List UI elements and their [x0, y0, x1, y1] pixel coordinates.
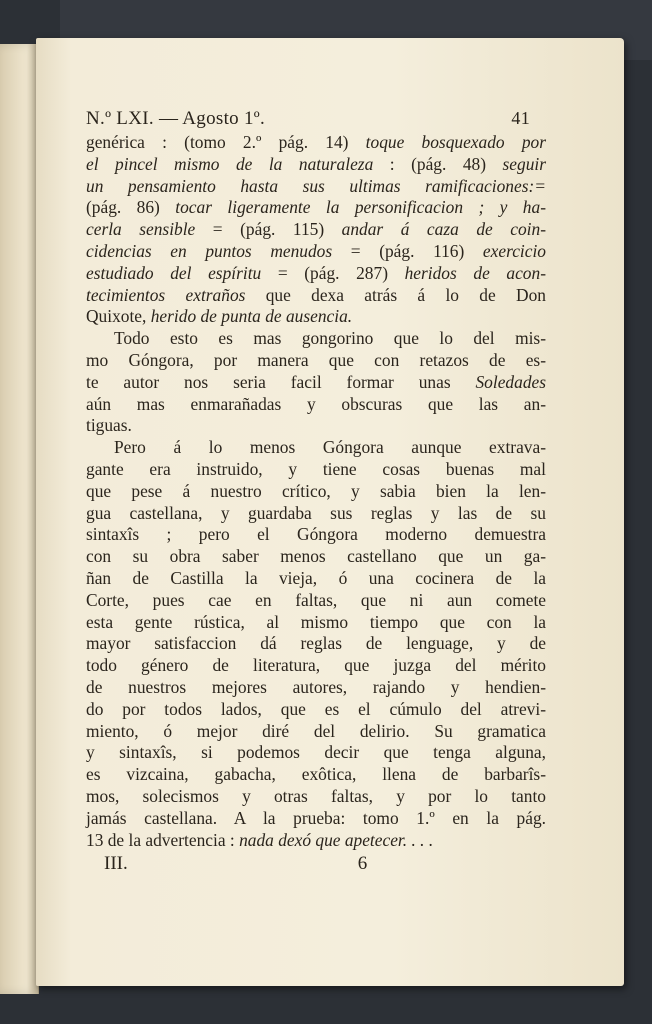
- running-header: [86, 108, 546, 130]
- text-line: [86, 742, 546, 764]
- text-line: [86, 764, 546, 786]
- text-line: [86, 546, 546, 568]
- italic-text: estudiado del espíritu: [86, 262, 262, 283]
- roman-text: miento, ó mejor diré del delirio. Su gramatica: [86, 720, 546, 741]
- text-line: [86, 524, 546, 546]
- italic-text: cidencias en puntos menudos: [86, 240, 333, 261]
- text-line: [86, 154, 546, 176]
- text-line: [86, 328, 546, 350]
- roman-text: (pág. 86): [86, 197, 176, 218]
- text-line: [86, 481, 546, 503]
- text-line: [86, 655, 546, 677]
- text-line: [86, 263, 546, 285]
- roman-text: que pese á nuestro crítico, y sabia bien la len-: [86, 480, 546, 501]
- text-line: [86, 197, 546, 219]
- roman-text: mos, solecismos y otras faltas, y por lo tanto: [86, 785, 546, 806]
- page-number: 41: [511, 108, 530, 128]
- italic-text: andar á caza de coin-: [341, 219, 546, 240]
- text-line: [86, 372, 546, 394]
- text-line: [86, 176, 546, 198]
- page-content: [86, 108, 546, 875]
- roman-text: jamás castellana. A la prueba: tomo 1.º en la pág.: [86, 807, 546, 828]
- roman-text: esta gente rústica, al mismo tiempo que con la: [86, 611, 546, 632]
- roman-text: 13 de la advertencia :: [86, 829, 240, 850]
- text-line: [86, 219, 546, 241]
- roman-text: = (pág. 287): [261, 262, 405, 283]
- roman-text: con su obra saber menos castellano que un ga-: [86, 546, 546, 567]
- roman-text: Todo esto es mas gongorino que lo del mis-: [114, 328, 546, 349]
- text-line: [86, 285, 546, 307]
- roman-text: sintaxîs ; pero el Góngora moderno demuestra: [86, 524, 546, 545]
- roman-text: = (pág. 116): [332, 240, 483, 261]
- text-line: [86, 677, 546, 699]
- roman-text: todo género de literatura, que juzga del mérito: [86, 655, 546, 676]
- text-line: [86, 786, 546, 808]
- roman-text: Pero á lo menos Góngora aunque extrava-: [114, 437, 546, 458]
- text-line: [86, 699, 546, 721]
- text-line: [86, 830, 546, 852]
- paragraph-3: [86, 437, 546, 851]
- text-line: [86, 568, 546, 590]
- roman-text: mayor satisfaccion dá reglas de lenguage, y de: [86, 633, 546, 654]
- italic-text: toque bosquexado por: [365, 132, 546, 152]
- body-text: [86, 132, 546, 851]
- roman-text: = (pág. 115): [195, 219, 342, 240]
- roman-text: Quixote,: [86, 306, 151, 327]
- paragraph-2: [86, 328, 546, 437]
- italic-text: exercicio: [482, 240, 546, 261]
- italic-text: tocar ligeramente la personificacion ; y ha-: [175, 197, 546, 218]
- roman-text: tiguas.: [86, 415, 132, 436]
- italic-text: un pensamiento hasta sus ultimas ramificaciones:=: [86, 175, 546, 196]
- roman-text: Corte, pues cae en faltas, que ni aun comete: [86, 589, 546, 610]
- italic-text: seguir: [502, 153, 547, 174]
- italic-text: herido de punta de ausencia.: [150, 306, 353, 327]
- text-line: [86, 590, 546, 612]
- text-line: [86, 132, 546, 154]
- text-line: [86, 503, 546, 525]
- italic-text: tecimientos extraños: [86, 284, 246, 305]
- italic-text: heridos de acon-: [404, 262, 546, 283]
- roman-text: : (pág. 48): [373, 153, 503, 174]
- roman-text: genérica : (tomo 2.º pág. 14): [86, 132, 366, 152]
- italic-text: cerla sensible: [86, 219, 196, 240]
- roman-text: y sintaxîs, si podemos decir que tenga alguna,: [86, 742, 546, 763]
- text-line: [86, 633, 546, 655]
- italic-text: el pincel mismo de la naturaleza: [86, 153, 374, 174]
- italic-text: Soledades: [475, 371, 546, 392]
- text-line: [86, 306, 546, 328]
- roman-text: de nuestros mejores autores, rajando y hendien-: [86, 676, 546, 697]
- roman-text: gante era instruido, y tiene cosas buenas mal: [86, 458, 546, 479]
- text-line: [86, 394, 546, 416]
- left-page-edge: [0, 44, 39, 994]
- text-line: [86, 721, 546, 743]
- issue-heading: N.º LXI. — Agosto 1º.: [86, 108, 266, 129]
- text-line: [86, 612, 546, 634]
- text-line: [86, 241, 546, 263]
- catchword: 6: [357, 853, 368, 875]
- roman-text: es vizcaina, gabacha, exôtica, llena de barbarîs-: [86, 764, 546, 785]
- roman-text: gua castellana, y guardaba sus reglas y las de su: [86, 502, 546, 523]
- signature-mark: III.: [104, 853, 128, 875]
- book-page: [36, 38, 624, 986]
- roman-text: te autor nos seria facil formar unas: [86, 371, 476, 392]
- roman-text: aún mas enmarañadas y obscuras que las an-: [86, 393, 546, 414]
- roman-text: do por todos lados, que es el cúmulo del atrevi-: [86, 698, 546, 719]
- roman-text: mo Góngora, por manera que con retazos de es-: [86, 349, 546, 370]
- page-footer: [86, 853, 546, 875]
- text-line: [86, 459, 546, 481]
- text-line: [86, 808, 546, 830]
- roman-text: que dexa atrás á lo de Don: [245, 284, 546, 305]
- text-line: [86, 415, 546, 437]
- italic-text: nada dexó que apetecer. . . .: [239, 829, 434, 850]
- paragraph-1: [86, 132, 546, 328]
- text-line: [86, 350, 546, 372]
- roman-text: ñan de Castilla la vieja, ó una cocinera de la: [86, 567, 546, 588]
- text-line: [86, 437, 546, 459]
